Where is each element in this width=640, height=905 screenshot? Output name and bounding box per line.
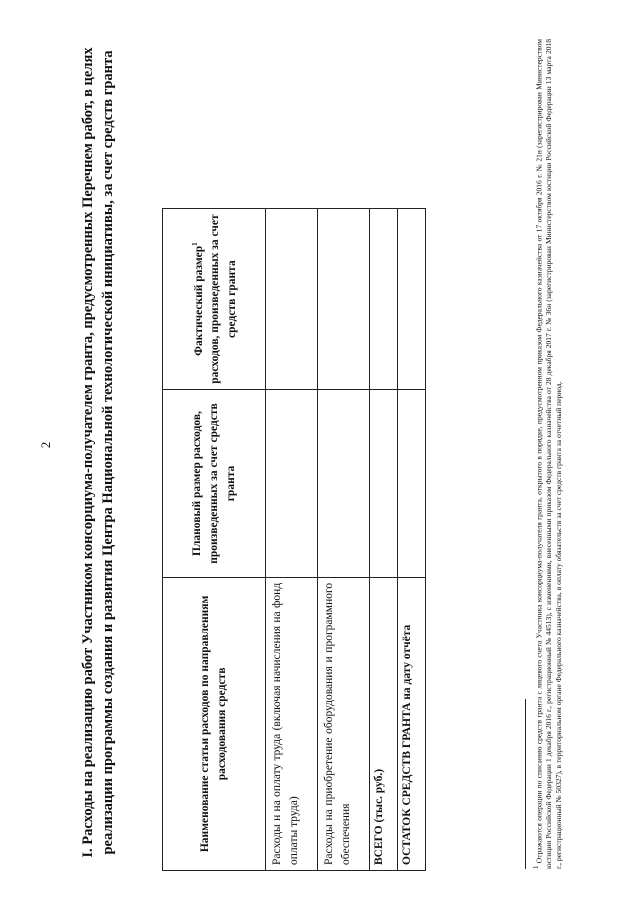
footnote-text: Отражаются операции по списанию средств гранта с лицевого счета Участника консорциума-получателя гранта, открытого в порядке, предусмотренном приказом Федерального казначейства от 17 октября 2016 г. № 21н (зарегистрирован Министерством юстиции Российской Федерации 1 декабря 2016 г., регистрационный № 44513), с изменениями, внесенными приказом Федерального казначейства от 28 декабря 2017 г. № 36н (зарегистрирован Министерством юстиции Российской Федерации 13 марта 2018 г., регистрационный № 50327), в территориальном органе Федерального казначейства, в оплату обязательств за счет средств гранта за отчетный период. [534,38,563,869]
header-expense-item: Наименование статьи расходов по направлениям расходования средств [163,577,266,870]
header-actual-amount [163,209,266,390]
section-title: I. Расходы на реализацию работ Участником консорциума-получателем гранта, предусмотренных Перечнем работ, в целях реализации программы создания и развития Центра Национальной технологической инициативы, за счет средств гранта [80,47,116,858]
row-planned-value [398,390,426,578]
header-actual-amount-line2: расходов, произведенных за счет средств гранта [209,214,239,384]
expenses-table [162,208,426,871]
footnote-mark: 1 [532,865,540,869]
page-number: 2 [38,441,53,449]
header-planned-amount: Плановый размер расходов, произведенных за счет средств гранта [163,390,266,578]
footnote-divider [525,699,526,869]
row-label-balance: ОСТАТОК СРЕДСТВ ГРАНТА на дату отчёта [398,577,426,870]
header-footnote-mark: 1 [190,242,199,246]
table-header-row [163,209,266,871]
row-actual-value [318,209,370,390]
footnote [532,39,563,869]
row-label-labor: Расходы н на оплату труда (включая начисления на фонд оплаты труда) [266,577,318,870]
row-actual-value [398,209,426,390]
row-actual-value [266,209,318,390]
table-row [398,209,426,871]
table-row [266,209,318,871]
row-label-total: ВСЕГО (тыс. руб.) [370,577,398,870]
table-row [318,209,370,871]
header-actual-amount-line1: Фактический размер [192,245,205,356]
row-planned-value [318,390,370,578]
row-planned-value [370,390,398,578]
row-actual-value [370,209,398,390]
table-row [370,209,398,871]
row-planned-value [266,390,318,578]
row-label-equipment: Расходы на приобретение оборудования и программного обеспечения [318,577,370,870]
